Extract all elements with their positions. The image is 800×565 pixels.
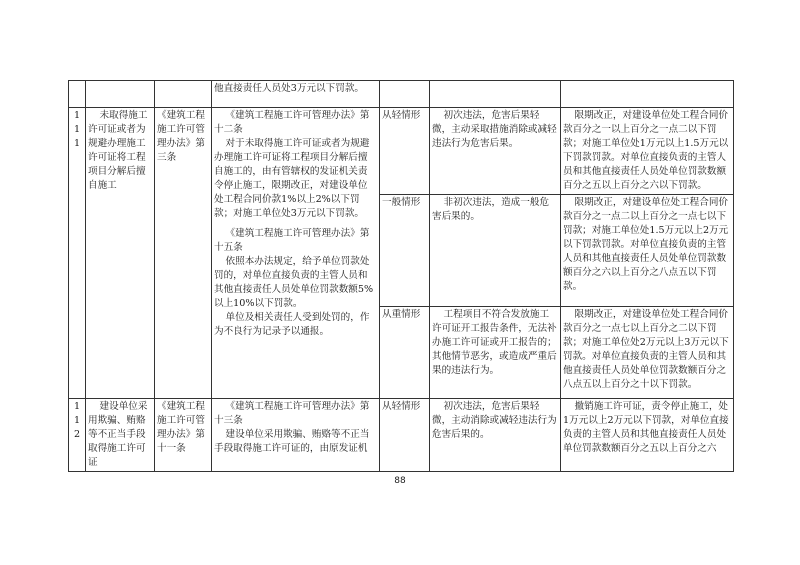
violation-item-text: 未取得施工许可证或者为规避办理施工许可证将工程项目分解后擅自施工	[88, 110, 148, 191]
level-general: 一般情形	[380, 195, 430, 307]
violation-item-111	[86, 108, 155, 399]
situation-text: 初次违法，危害后果轻微，主动采取措施消除或减轻违法行为危害后果。	[432, 110, 557, 149]
standard-text: 限期改正，对建设单位处工程合同价款百分之一点二以上百分之一点七以下罚款；对施工单位处1.5万元以上2万元以下罚款罚款。对单位直接负责的主管人员和其他直接责任人员处单位罚款数额百分之六以上百分之八点五以下罚款。	[563, 197, 729, 292]
situation-text: 初次违法，危害后果轻微，主动消除或减轻违法行为危害后果的。	[432, 401, 557, 440]
level-light: 从轻情形	[380, 108, 430, 195]
law-reference-text: 《建筑工程施工许可管理办法》第十一条	[157, 401, 205, 454]
basis-paragraph: 《建筑工程施工许可管理办法》第十二条	[214, 110, 370, 135]
penalty-standard-table	[68, 80, 734, 472]
violation-item-112	[86, 399, 155, 472]
standard-light	[561, 108, 734, 195]
standard-general	[561, 195, 734, 307]
basis-paragraph: 依照本办法规定，给予单位罚款处罚的，对单位直接负责的主管人员和其他直接责任人员处单位罚款数额5%以上10%以下罚款。	[214, 256, 374, 309]
cell-level	[380, 81, 430, 108]
basis-text: 他直接责任人员处3万元以下罚款。	[214, 83, 365, 94]
table-row-111-light	[69, 108, 734, 195]
row-number-111: 111	[69, 108, 86, 399]
level-light-112: 从轻情形	[380, 399, 430, 472]
standard-text: 限期改正，对建设单位处工程合同价款百分之一以上百分之一点二以下罚款；对施工单位处1万元以上1.5万元以下罚款罚款。对单位直接负责的主管人员和其他直接责任人员处单位罚款数额百分之五以上百分之六以下罚款。	[563, 110, 729, 191]
cell-law	[155, 81, 212, 108]
basis-paragraph: 单位及相关责任人受到处罚的，作为不良行为记录予以通报。	[214, 312, 370, 337]
situation-light-112	[430, 399, 561, 472]
cell-standard	[561, 81, 734, 108]
law-reference-111	[155, 108, 212, 399]
standard-heavy	[561, 307, 734, 399]
cell-item	[86, 81, 155, 108]
law-reference-112	[155, 399, 212, 472]
cell-situation	[430, 81, 561, 108]
level-heavy: 从重情形	[380, 307, 430, 399]
standard-text: 撤销施工许可证，责令停止施工，处1万元以上2万元以下罚款，对单位直接负责的主管人员和其他直接责任人员处单位罚款数额百分之五以上百分之六	[563, 401, 729, 454]
basis-paragraph: 建设单位采用欺骗、贿赂等不正当手段取得施工许可证的，由原发证机	[214, 429, 370, 454]
standard-light-112	[561, 399, 734, 472]
situation-text: 非初次违法，造成一般危害后果的。	[432, 197, 550, 222]
page-number: 88	[394, 476, 406, 486]
row-number-112: 112	[69, 399, 86, 472]
situation-heavy	[430, 307, 561, 399]
table-row-112-light	[69, 399, 734, 472]
law-reference-text: 《建筑工程施工许可管理办法》第三条	[157, 110, 205, 163]
cell-no	[69, 81, 86, 108]
situation-light	[430, 108, 561, 195]
table-row-continuation	[69, 81, 734, 108]
basis-paragraph: 对于未取得施工许可证或者为规避办理施工许可证将工程项目分解后擅自施工的，由有管辖权的发证机关责令停止施工，限期改正，对建设单位处工程合同价款1%以上2%以下罚款；对施工单位处3万元以下罚款。	[214, 138, 370, 219]
situation-general	[430, 195, 561, 307]
penalty-basis-111	[212, 108, 380, 399]
cell-basis	[212, 81, 380, 108]
standard-text: 限期改正，对建设单位处工程合同价款百分之一点七以上百分之二以下罚款；对施工单位处2万元以上3万元以下罚款。对单位直接负责的主管人员和其他直接责任人员处单位罚款数额百分之八点五以上百分之十以下罚款。	[563, 309, 729, 390]
violation-item-text: 建设单位采用欺骗、贿赂等不正当手段取得施工许可证	[88, 401, 148, 468]
penalty-basis-112	[212, 399, 380, 472]
basis-paragraph: 《建筑工程施工许可管理办法》第十三条	[214, 401, 370, 426]
basis-paragraph: 《建筑工程施工许可管理办法》第十五条	[214, 228, 370, 253]
situation-text: 工程项目不符合发放施工许可证开工报告条件，无法补办施工许可证或开工报告的；其他情节恶劣，或造成严重后果的违法行为。	[432, 309, 557, 376]
